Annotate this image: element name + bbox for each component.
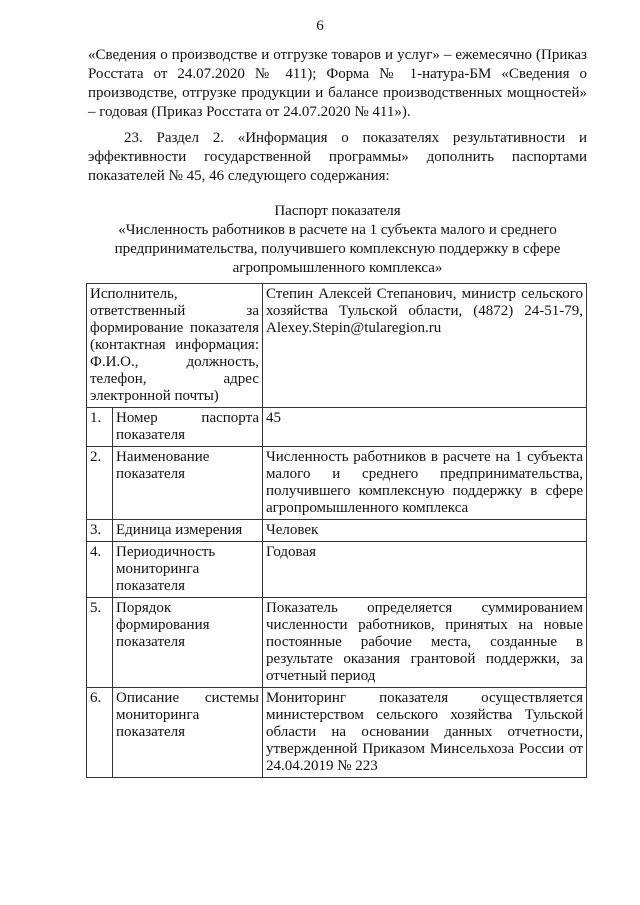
row-value: Численность работников в расчете на 1 субъекта малого и среднего предпринимательства, получившего комплексную поддержку в сфере агропромышленного комплекса: [263, 447, 587, 520]
table-row: [87, 408, 587, 447]
table-row: [87, 542, 587, 598]
executor-label: Исполнитель, ответственный за формирование показателя (контактная информация: Ф.И.О., должность, телефон, адрес электронной почты): [87, 284, 263, 408]
row-value: Мониторинг показателя осуществляется министерством сельского хозяйства Тульской области на основании данных отчетности, утвержденной Приказом Минсельхоза России от 24.04.2019 № 223: [263, 688, 587, 778]
table-row: [87, 447, 587, 520]
row-number: 2.: [87, 447, 113, 520]
page-number: 6: [316, 18, 324, 34]
row-number: 6.: [87, 688, 113, 778]
row-number: 5.: [87, 598, 113, 688]
row-label: Описание системы мониторинга показателя: [113, 688, 263, 778]
passport-subtitle: «Численность работников в расчете на 1 субъекта малого и среднего предпринимательства, получившего комплексную поддержку в сфере агропромышленного комплекса»: [114, 222, 561, 276]
row-label: Периодичность мониторинга показателя: [113, 542, 263, 598]
row-value: Человек: [263, 520, 587, 542]
row-value: Показатель определяется суммированием численности работников, принятых на новые постоянные рабочие места, созданные в результате оказания грантовой поддержки, за отчетный период: [263, 598, 587, 688]
paragraph-reporting-forms: «Сведения о производстве и отгрузке товаров и услуг» – ежемесячно (Приказ Росстата от 24.07.2020 № 411); Форма № 1-натура-БМ «Сведения о производстве, отгрузке продукции и балансе производственных мощностей» – годовая (Приказ Росстата от 24.07.2020 № 411»).: [88, 47, 587, 120]
indicator-passport-table: [86, 283, 587, 778]
table-row-executor: [87, 284, 587, 408]
executor-value: Степин Алексей Степанович, министр сельского хозяйства Тульской области, (4872) 24-51-79, Alexey.Stepin@tularegion.ru: [263, 284, 587, 408]
table-row: [87, 688, 587, 778]
row-number: 3.: [87, 520, 113, 542]
row-label: Наименование показателя: [113, 447, 263, 520]
row-label: Порядок формирования показателя: [113, 598, 263, 688]
passport-title-block: [88, 202, 587, 278]
paragraph-item-23: 23. Раздел 2. «Информация о показателях результативности и эффективности государственной программы» дополнить паспортами показателей № 45, 46 следующего содержания:: [88, 130, 587, 184]
row-label: Номер паспорта показателя: [113, 408, 263, 447]
row-value: Годовая: [263, 542, 587, 598]
table-row: [87, 598, 587, 688]
table-row: [87, 520, 587, 542]
row-value: 45: [263, 408, 587, 447]
passport-heading: Паспорт показателя: [274, 203, 401, 219]
row-number: 4.: [87, 542, 113, 598]
row-label: Единица измерения: [113, 520, 263, 542]
row-number: 1.: [87, 408, 113, 447]
